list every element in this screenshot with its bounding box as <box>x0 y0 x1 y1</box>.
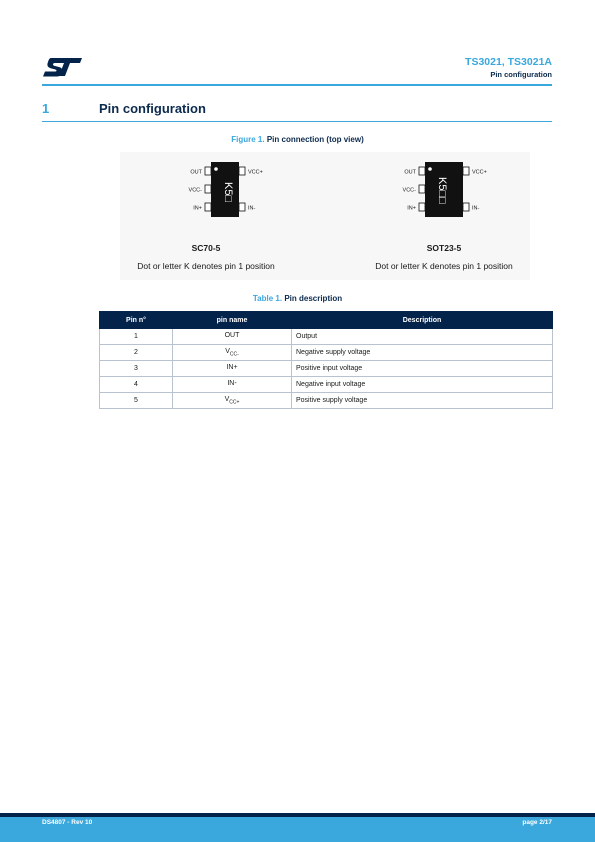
pin-label: OUT <box>404 169 416 176</box>
table-row <box>100 377 553 393</box>
pin-1 <box>205 167 211 175</box>
pin-4 <box>239 203 245 211</box>
column-header: Pin n° <box>100 312 173 329</box>
package-description: Dot or letter K denotes pin 1 position <box>137 261 275 271</box>
pin-name-cell <box>173 329 292 345</box>
pin-number-cell: 2 <box>100 345 173 361</box>
table-row <box>100 361 553 377</box>
pin-name-text: V <box>224 395 230 403</box>
pin-name-text: IN- <box>227 379 237 387</box>
figure-caption <box>0 135 595 144</box>
column-header: pin name <box>173 312 292 329</box>
pin-3 <box>419 203 425 211</box>
pin-name-text: IN+ <box>226 363 238 371</box>
table-caption <box>0 294 595 303</box>
description-cell: Positive supply voltage <box>292 393 553 409</box>
package-description: Dot or letter K denotes pin 1 position <box>375 261 513 271</box>
table-row <box>100 329 553 345</box>
section-divider <box>42 121 552 122</box>
pin-label: IN- <box>248 205 256 212</box>
package-marking: K5□□ <box>436 177 448 204</box>
pin-1 <box>419 167 425 175</box>
header-section-name: Pin configuration <box>490 70 552 79</box>
pin-2 <box>205 185 211 193</box>
description-cell: Negative input voltage <box>292 377 553 393</box>
pin-number-cell: 4 <box>100 377 173 393</box>
pin-name-subscript: CC- <box>229 351 239 358</box>
pin-description-table <box>99 311 553 409</box>
pin-name-cell <box>173 345 292 361</box>
table-caption-number: Table 1. <box>252 294 283 303</box>
document-title: TS3021, TS3021A <box>465 56 552 68</box>
description-cell: Positive input voltage <box>292 361 553 377</box>
pin-name-cell <box>173 393 292 409</box>
pin-label: OUT <box>190 169 202 176</box>
document-revision: DS4807 - Rev 10 <box>42 819 93 826</box>
package-diagram-sot23 <box>384 152 504 227</box>
pin-number-cell: 3 <box>100 361 173 377</box>
table-header-row <box>100 312 553 329</box>
pin-label: VCC+ <box>248 169 263 176</box>
pin-label: IN+ <box>193 205 202 212</box>
section-number: 1 <box>42 101 50 116</box>
pin-5 <box>239 167 245 175</box>
column-header: Description <box>292 312 553 329</box>
st-logo-icon <box>42 56 84 78</box>
pin-label: VCC- <box>402 187 416 194</box>
section-title: Pin configuration <box>99 101 206 116</box>
package-diagram-sc70 <box>165 152 285 227</box>
table-row <box>100 345 553 361</box>
package-marking: K5□ <box>222 182 234 203</box>
header-divider <box>42 84 552 86</box>
pin-name-text: V <box>225 347 230 355</box>
figure-caption-text: Pin connection (top view) <box>266 135 364 144</box>
pin-name-subscript: CC+ <box>229 399 240 406</box>
pin-label: VCC+ <box>472 169 487 176</box>
pin-4 <box>463 203 469 211</box>
pin-label: VCC- <box>188 187 202 194</box>
pin-name-cell <box>173 377 292 393</box>
figure-caption-number: Figure 1. <box>231 135 265 144</box>
pin-name-text: OUT <box>224 331 240 339</box>
table-caption-text: Pin description <box>284 294 343 303</box>
pin-label: IN+ <box>407 205 416 212</box>
pin-name-cell <box>173 361 292 377</box>
pin-label: IN- <box>472 205 480 212</box>
pin-number-cell: 5 <box>100 393 173 409</box>
description-cell: Negative supply voltage <box>292 345 553 361</box>
pin-number-cell: 1 <box>100 329 173 345</box>
pin-2 <box>419 185 425 193</box>
package-name: SOT23-5 <box>426 243 462 253</box>
package-name: SC70-5 <box>191 243 221 253</box>
description-cell: Output <box>292 329 553 345</box>
table-row <box>100 393 553 409</box>
page-number: page 2/17 <box>522 819 552 826</box>
pin-3 <box>205 203 211 211</box>
pin-5 <box>463 167 469 175</box>
